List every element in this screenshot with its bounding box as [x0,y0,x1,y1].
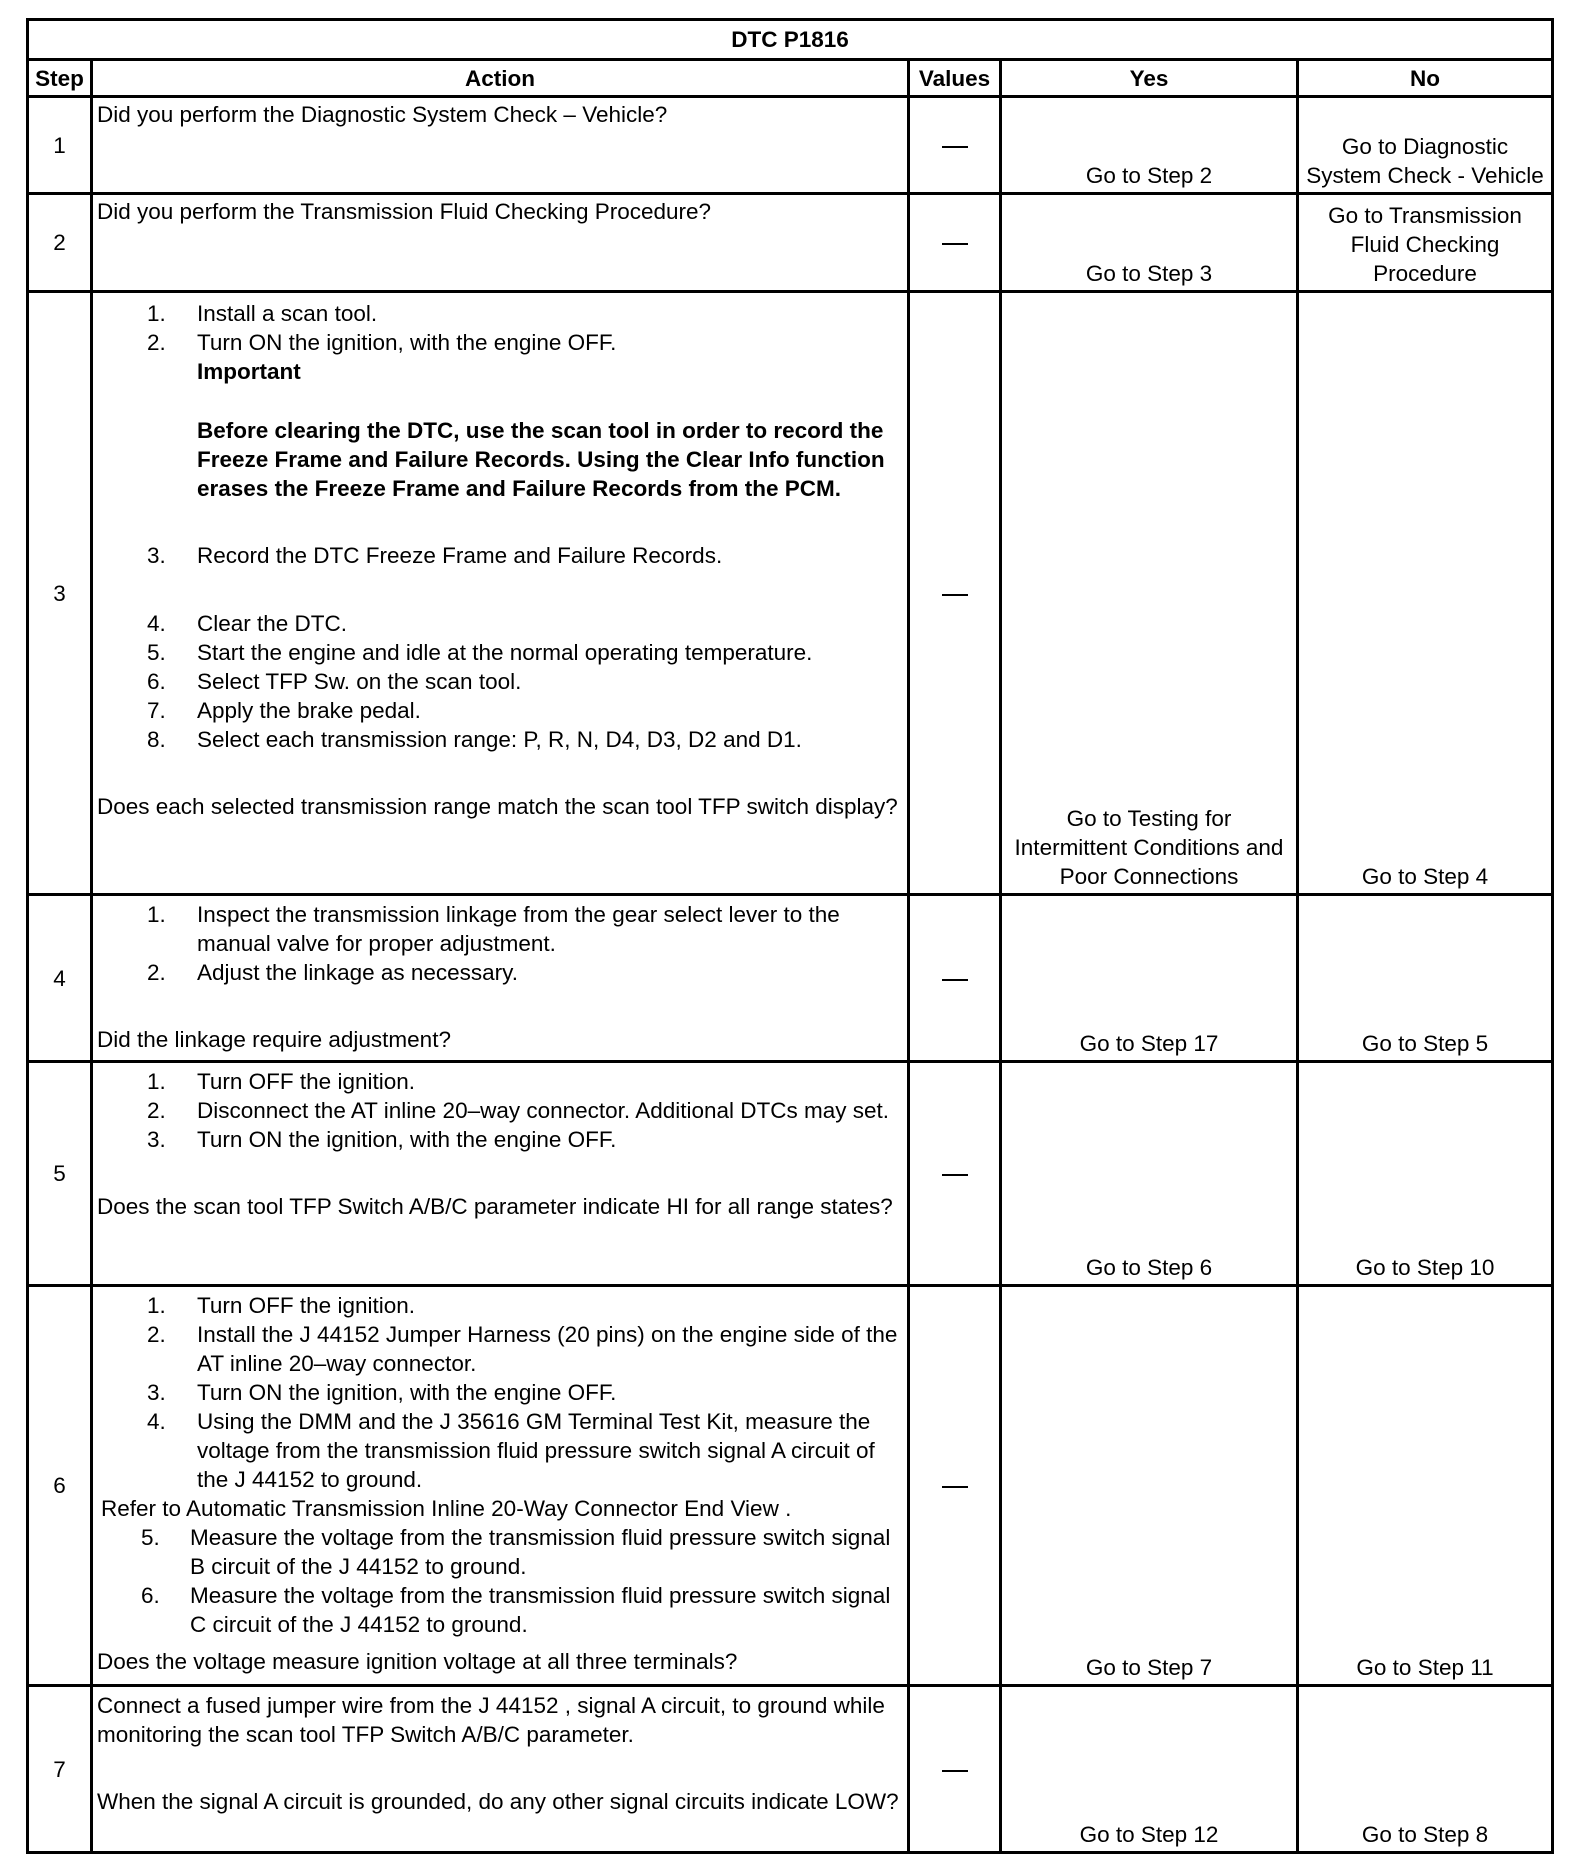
dash-mark [942,979,968,981]
step-question: Does the scan tool TFP Switch A/B/C parameter indicate HI for all range states? [97,1194,893,1219]
dash-mark [942,243,968,245]
table-row [28,194,1553,292]
dash-mark [942,146,968,148]
action-cell [92,895,909,1062]
header-values: Values [909,60,1001,97]
step-number: 3 [28,292,92,895]
no-cell: Go to Step 8 [1298,1686,1553,1853]
list-item: 1. Install a scan tool. [147,301,378,326]
step-question: Did you perform the Diagnostic System Check – Vehicle? [97,102,668,127]
list-item: 2. Install the J 44152 Jumper Harness (20 pins) on the engine side of the AT inline 20–way connector. [147,1322,898,1376]
list-item: 2. Disconnect the AT inline 20–way connector. Additional DTCs may set. [147,1098,890,1123]
header-no: No [1298,60,1553,97]
list-item: 5. Measure the voltage from the transmission fluid pressure switch signal B circuit of the J 44152 to ground. [141,1525,891,1579]
list-item: 5. Start the engine and idle at the normal operating temperature. [147,640,813,665]
reference-note: Refer to Automatic Transmission Inline 20-Way Connector End View . [101,1496,792,1521]
yes-cell: Go to Step 6 [1001,1062,1298,1286]
list-item: 8. Select each transmission range: P, R, N, D4, D3, D2 and D1. [147,727,802,752]
values-cell [909,1686,1001,1853]
step-question: Did the linkage require adjustment? [97,1027,451,1052]
header-action: Action [92,60,909,97]
dash-mark [942,1770,968,1772]
step-number: 5 [28,1062,92,1286]
values-cell [909,1286,1001,1686]
no-cell: Go to Transmission Fluid Checking Procedure [1298,194,1553,292]
dtc-table-container [26,18,1551,1854]
list-item: 3. Turn ON the ignition, with the engine OFF. [147,1380,617,1405]
list-item: 2. Adjust the linkage as necessary. [147,960,519,985]
list-item: 3. Record the DTC Freeze Frame and Failure Records. [147,543,723,568]
yes-cell: Go to Step 12 [1001,1686,1298,1853]
dash-mark [942,1174,968,1176]
instruction-list [97,541,901,570]
no-cell: Go to Diagnostic System Check - Vehicle [1298,97,1553,194]
important-note: Before clearing the DTC, use the scan tool in order to record the Freeze Frame and Failure Records. Using the Clear Info function erases the Freeze Frame and Failure Records from the PCM. [197,418,885,501]
table-title: DTC P1816 [28,20,1553,60]
step-question: When the signal A circuit is grounded, do any other signal circuits indicate LOW? [97,1789,899,1814]
list-item: 6. Select TFP Sw. on the scan tool. [147,669,522,694]
values-cell [909,292,1001,895]
step-question: Did you perform the Transmission Fluid Checking Procedure? [97,199,712,224]
header-step: Step [28,60,92,97]
no-cell: Go to Step 10 [1298,1062,1553,1286]
important-label: Important [197,359,301,384]
table-row [28,97,1553,194]
no-cell: Go to Step 11 [1298,1286,1553,1686]
action-cell [92,194,909,292]
yes-cell: Go to Step 2 [1001,97,1298,194]
list-item: 6. Measure the voltage from the transmission fluid pressure switch signal C circuit of the J 44152 to ground. [141,1583,891,1637]
step-question: Does the voltage measure ignition voltage at all three terminals? [97,1649,738,1674]
step-text: Connect a fused jumper wire from the J 44152 , signal A circuit, to ground while monitoring the scan tool TFP Switch A/B/C parameter. [97,1693,885,1747]
step-number: 1 [28,97,92,194]
list-item: 1. Inspect the transmission linkage from the gear select lever to the manual valve for proper adjustment. [147,902,840,956]
header-yes: Yes [1001,60,1298,97]
list-item: 3. Turn ON the ignition, with the engine OFF. [147,1127,617,1152]
step-number: 6 [28,1286,92,1686]
table-row [28,1686,1553,1853]
no-cell: Go to Step 4 [1298,292,1553,895]
step-number: 2 [28,194,92,292]
list-item: 4. Using the DMM and the J 35616 GM Terminal Test Kit, measure the voltage from the transmission fluid pressure switch signal A circuit of the J 44152 to ground. [147,1409,875,1492]
action-cell [92,97,909,194]
list-item: 2. Turn ON the ignition, with the engine OFF. [147,330,617,355]
dtc-table [26,18,1554,1854]
list-item: 1. Turn OFF the ignition. [147,1069,416,1094]
instruction-list [97,1067,901,1154]
yes-cell: Go to Testing for Intermittent Conditions and Poor Connections [1001,292,1298,895]
values-cell [909,97,1001,194]
list-item: 1. Turn OFF the ignition. [147,1293,416,1318]
table-row [28,1062,1553,1286]
instruction-list [97,1291,901,1494]
action-cell [92,1062,909,1286]
action-cell [92,1286,909,1686]
list-item: 7. Apply the brake pedal. [147,698,421,723]
step-number: 4 [28,895,92,1062]
instruction-list [97,609,901,754]
instruction-list [97,1523,901,1639]
values-cell [909,1062,1001,1286]
yes-cell: Go to Step 3 [1001,194,1298,292]
no-cell: Go to Step 5 [1298,895,1553,1062]
table-row [28,1286,1553,1686]
yes-cell: Go to Step 17 [1001,895,1298,1062]
dash-mark [942,594,968,596]
instruction-list [97,900,901,987]
action-cell [92,1686,909,1853]
step-question: Does each selected transmission range match the scan tool TFP switch display? [97,794,898,819]
action-cell [92,292,909,895]
values-cell [909,194,1001,292]
dash-mark [942,1486,968,1488]
yes-cell: Go to Step 7 [1001,1286,1298,1686]
table-row [28,895,1553,1062]
list-item: 4. Clear the DTC. [147,611,348,636]
values-cell [909,895,1001,1062]
table-row [28,292,1553,895]
instruction-list [97,299,901,357]
step-number: 7 [28,1686,92,1853]
